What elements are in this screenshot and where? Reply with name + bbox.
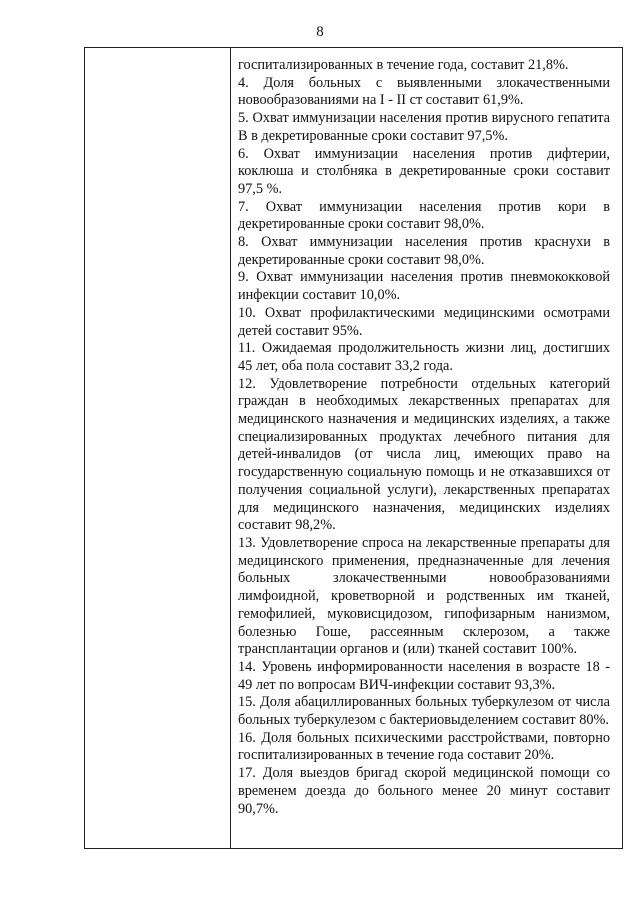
list-item: 12. Удовлетворение потребности отдельных категорий граждан в необходимых лекарственных препаратах для медицинского назначения и медицинских изделиях, а также специализированных продуктах лечебного питания для детей-инвалидов (от числа лиц, имеющих право на государственную социальную помощь и не отказавшихся от получения социальной услуги), лекарственных препаратах для медицинского назначения, медицинских изделиях составит 98,2%.: [238, 375, 610, 534]
indicators-cell: [238, 57, 610, 818]
list-item: 17. Доля выездов бригад скорой медицинской помощи со временем доезда до больного менее 20 минут составит 90,7%.: [238, 765, 610, 817]
list-item: 8. Охват иммунизации населения против краснухи в декретированные сроки составит 98,0%.: [238, 234, 610, 268]
column-divider: [230, 48, 231, 848]
list-item: 9. Охват иммунизации населения против пневмококковой инфекции составит 10,0%.: [238, 269, 610, 304]
list-item: 4. Доля больных с выявленными злокачественными новообразованиями на I - II ст составит 61,9%.: [238, 74, 610, 109]
list-item: 16. Доля больных психическими расстройствами, повторно госпитализированных в течение года составит 20%.: [238, 729, 610, 764]
list-item: 14. Уровень информированности населения в возрасте 18 - 49 лет по вопросам ВИЧ-инфекции составит 93,3%.: [238, 658, 610, 693]
list-item: 5. Охват иммунизации населения против вирусного гепатита В в декретированные сроки составит 97,5%.: [238, 110, 610, 144]
list-item: 10. Охват профилактическими медицинскими осмотрами детей составит 95%.: [238, 304, 610, 339]
list-item: 13. Удовлетворение спроса на лекарственные препараты для медицинского применения, предназначенные для лечения больных злокачественными новообразованиями лимфоидной, кроветворной и родственных им тканей, гемофилией, муковисцидозом, гипофизарным нанизмом, болезнью Гоше, рассеянным склерозом, а также трансплантации органов и (или) тканей составит 100%.: [238, 534, 610, 658]
list-item: 11. Ожидаемая продолжительность жизни лиц, достигших 45 лет, оба пола составит 33,2 года.: [238, 340, 610, 374]
list-item: 15. Доля абациллированных больных туберкулезом от числа больных туберкулезом с бактериовыделением составит 80%.: [238, 694, 610, 729]
list-item: 6. Охват иммунизации населения против дифтерии, коклюша и столбняка в декретированные сроки составит 97,5 %.: [238, 145, 610, 197]
list-item: госпитализированных в течение года, составит 21,8%.: [238, 57, 569, 73]
page-number: 8: [316, 24, 324, 40]
indicators-table: [84, 47, 623, 849]
list-item: 7. Охват иммунизации населения против кори в декретированные сроки составит 98,0%.: [238, 198, 610, 233]
